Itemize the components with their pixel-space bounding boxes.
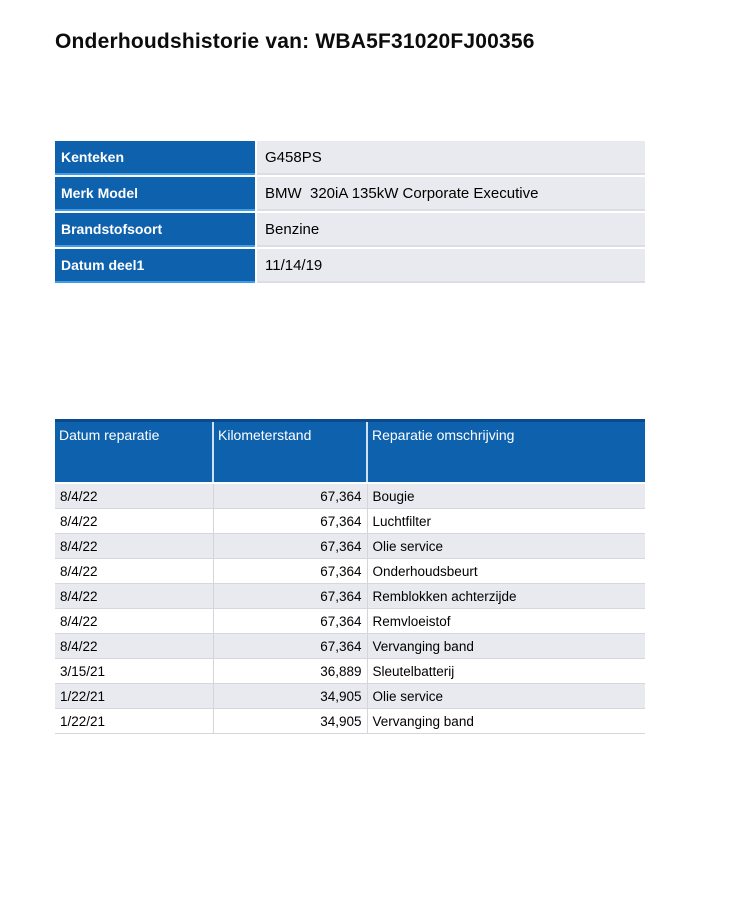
vehicle-info-table (53, 139, 647, 285)
table-row (55, 634, 645, 659)
cell-date: 8/4/22 (55, 559, 213, 584)
info-row-merk-model (55, 177, 645, 211)
column-header-kilometerstand: Kilometerstand (213, 421, 367, 484)
cell-description: Olie service (367, 684, 645, 709)
cell-date: 8/4/22 (55, 534, 213, 559)
cell-description: Luchtfilter (367, 509, 645, 534)
table-row (55, 684, 645, 709)
info-value-merk-model: BMW 320iA 135kW Corporate Executive (257, 177, 645, 211)
cell-kilometers: 67,364 (213, 584, 367, 609)
cell-date: 1/22/21 (55, 684, 213, 709)
cell-date: 8/4/22 (55, 584, 213, 609)
cell-date: 8/4/22 (55, 634, 213, 659)
info-label-brandstofsoort: Brandstofsoort (55, 213, 255, 247)
info-row-kenteken (55, 141, 645, 175)
cell-description: Olie service (367, 534, 645, 559)
info-value-datum-deel1: 11/14/19 (257, 249, 645, 283)
repair-history-table (55, 419, 645, 734)
info-label-merk-model: Merk Model (55, 177, 255, 211)
page-title: Onderhoudshistorie van: WBA5F31020FJ00356 (55, 30, 535, 53)
cell-kilometers: 67,364 (213, 559, 367, 584)
repair-header-row (55, 421, 645, 484)
cell-date: 8/4/22 (55, 483, 213, 509)
info-row-datum-deel1 (55, 249, 645, 283)
table-row (55, 559, 645, 584)
table-row (55, 509, 645, 534)
cell-date: 8/4/22 (55, 509, 213, 534)
info-label-kenteken: Kenteken (55, 141, 255, 175)
table-row (55, 483, 645, 509)
table-row (55, 659, 645, 684)
cell-kilometers: 36,889 (213, 659, 367, 684)
cell-description: Remvloeistof (367, 609, 645, 634)
cell-date: 3/15/21 (55, 659, 213, 684)
info-row-brandstofsoort (55, 213, 645, 247)
info-value-brandstofsoort: Benzine (257, 213, 645, 247)
table-row (55, 609, 645, 634)
cell-kilometers: 67,364 (213, 534, 367, 559)
cell-kilometers: 67,364 (213, 509, 367, 534)
info-label-datum-deel1: Datum deel1 (55, 249, 255, 283)
cell-date: 1/22/21 (55, 709, 213, 734)
table-row (55, 709, 645, 734)
cell-date: 8/4/22 (55, 609, 213, 634)
cell-description: Vervanging band (367, 634, 645, 659)
cell-description: Sleutelbatterij (367, 659, 645, 684)
cell-description: Vervanging band (367, 709, 645, 734)
cell-kilometers: 34,905 (213, 709, 367, 734)
cell-description: Onderhoudsbeurt (367, 559, 645, 584)
cell-kilometers: 67,364 (213, 609, 367, 634)
info-value-kenteken: G458PS (257, 141, 645, 175)
table-row (55, 584, 645, 609)
table-row (55, 534, 645, 559)
cell-kilometers: 67,364 (213, 634, 367, 659)
cell-kilometers: 34,905 (213, 684, 367, 709)
cell-kilometers: 67,364 (213, 483, 367, 509)
cell-description: Remblokken achterzijde (367, 584, 645, 609)
column-header-reparatie-omschrijving: Reparatie omschrijving (367, 421, 645, 484)
column-header-datum-reparatie: Datum reparatie (55, 421, 213, 484)
cell-description: Bougie (367, 483, 645, 509)
